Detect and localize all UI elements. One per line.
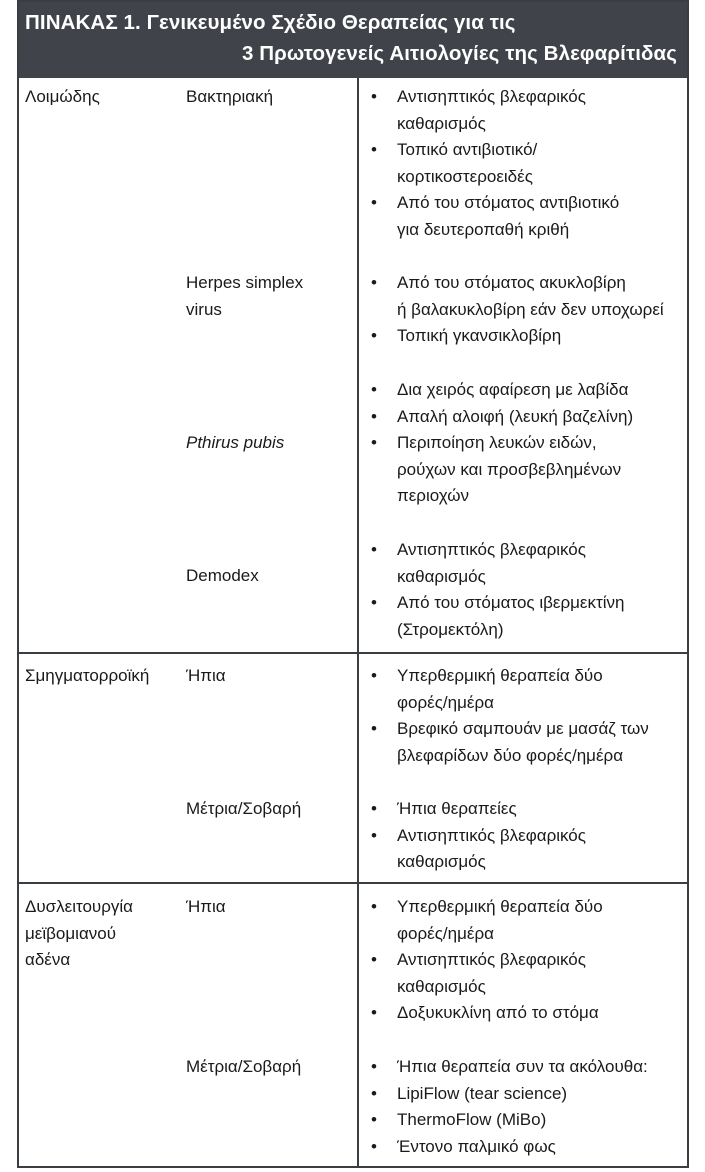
- cause-mild-meibomian: Ήπια: [186, 897, 226, 916]
- list-item: • Αντισηπτικός βλεφαρικός καθαρισμός: [367, 537, 624, 590]
- table-title-line2: 3 Πρωτογενείς Αιτιολογίες της Βλεφαρίτιδας: [241, 42, 677, 65]
- list-item: • Έντονο παλμικό φως: [367, 1134, 648, 1161]
- category-meibomian: Δυσλειτουργία μεϊβομιανού αδένα: [25, 897, 134, 969]
- treatment-list-mild-seborrheic: [367, 663, 649, 769]
- treatment-list-moderate-meibomian: [367, 1054, 648, 1160]
- column-divider: [357, 78, 359, 1166]
- cause-mild-seborrheic: Ήπια: [186, 666, 226, 685]
- cause-bacterial: Βακτηριακή: [186, 87, 274, 106]
- list-item: • Από του στόματος αντιβιοτικό για δευτεροπαθή κριθή: [367, 190, 619, 243]
- treatment-list-moderate-seborrheic: [367, 796, 586, 876]
- list-item: • Υπερθερμική θεραπεία δύο φορές/ημέρα: [367, 663, 649, 716]
- treatment-list-bacterial: [367, 84, 619, 243]
- list-item: • Αντισηπτικός βλεφαρικός καθαρισμός: [367, 947, 603, 1000]
- list-item: • Περιποίηση λευκών ειδών, ρούχων και προσβεβλημένων περιοχών: [367, 430, 633, 510]
- list-item: • Ήπια θεραπείες: [367, 796, 586, 823]
- cause-moderate-meibomian: Μέτρια/Σοβαρή: [186, 1057, 302, 1076]
- category-seborrheic: Σμηγματορροϊκή: [25, 666, 150, 685]
- treatment-table: [17, 0, 689, 1168]
- cause-demodex: Demodex: [186, 566, 259, 585]
- section-divider-2: [19, 882, 687, 884]
- treatment-list-mild-meibomian: [367, 894, 603, 1027]
- cause-pthirus: Pthirus pubis: [186, 433, 285, 452]
- category-infectious: Λοιμώδης: [25, 87, 100, 106]
- treatment-list-pthirus: [367, 377, 633, 510]
- list-item: • Απαλή αλοιφή (λευκή βαζελίνη): [367, 404, 633, 431]
- list-item: • Τοπική γκανσικλοβίρη: [367, 323, 664, 350]
- cause-herpes: Herpes simplex virus: [186, 273, 304, 319]
- list-item: • Τοπικό αντιβιοτικό/ κορτικοστεροειδές: [367, 137, 619, 190]
- table-title-line1: ΠΙΝΑΚΑΣ 1. Γενικευμένο Σχέδιο Θεραπείας για τις: [25, 11, 516, 34]
- list-item: • LipiFlow (tear science): [367, 1081, 648, 1108]
- list-item: • Ήπια θεραπεία συν τα ακόλουθα:: [367, 1054, 648, 1081]
- list-item: • Αντισηπτικός βλεφαρικός καθαρισμός: [367, 823, 586, 876]
- list-item: • Δοξυκυκλίνη από το στόμα: [367, 1000, 603, 1027]
- section-divider-1: [19, 652, 687, 654]
- list-item: • Από του στόματος ακυκλοβίρη ή βαλακυκλοβίρη εάν δεν υποχωρεί: [367, 270, 664, 323]
- list-item: • Δια χειρός αφαίρεση με λαβίδα: [367, 377, 633, 404]
- treatment-list-herpes: [367, 270, 664, 350]
- list-item: • Από του στόματος ιβερμεκτίνη (Στρομεκτόλη): [367, 590, 624, 643]
- list-item: • Βρεφικό σαμπουάν με μασάζ των βλεφαρίδων δύο φορές/ημέρα: [367, 716, 649, 769]
- list-item: • Υπερθερμική θεραπεία δύο φορές/ημέρα: [367, 894, 603, 947]
- table-header: [19, 2, 687, 78]
- list-item: • Αντισηπτικός βλεφαρικός καθαρισμός: [367, 84, 619, 137]
- list-item: • ThermoFlow (MiBo): [367, 1107, 648, 1134]
- treatment-list-demodex: [367, 537, 624, 643]
- cause-moderate-seborrheic: Μέτρια/Σοβαρή: [186, 799, 302, 818]
